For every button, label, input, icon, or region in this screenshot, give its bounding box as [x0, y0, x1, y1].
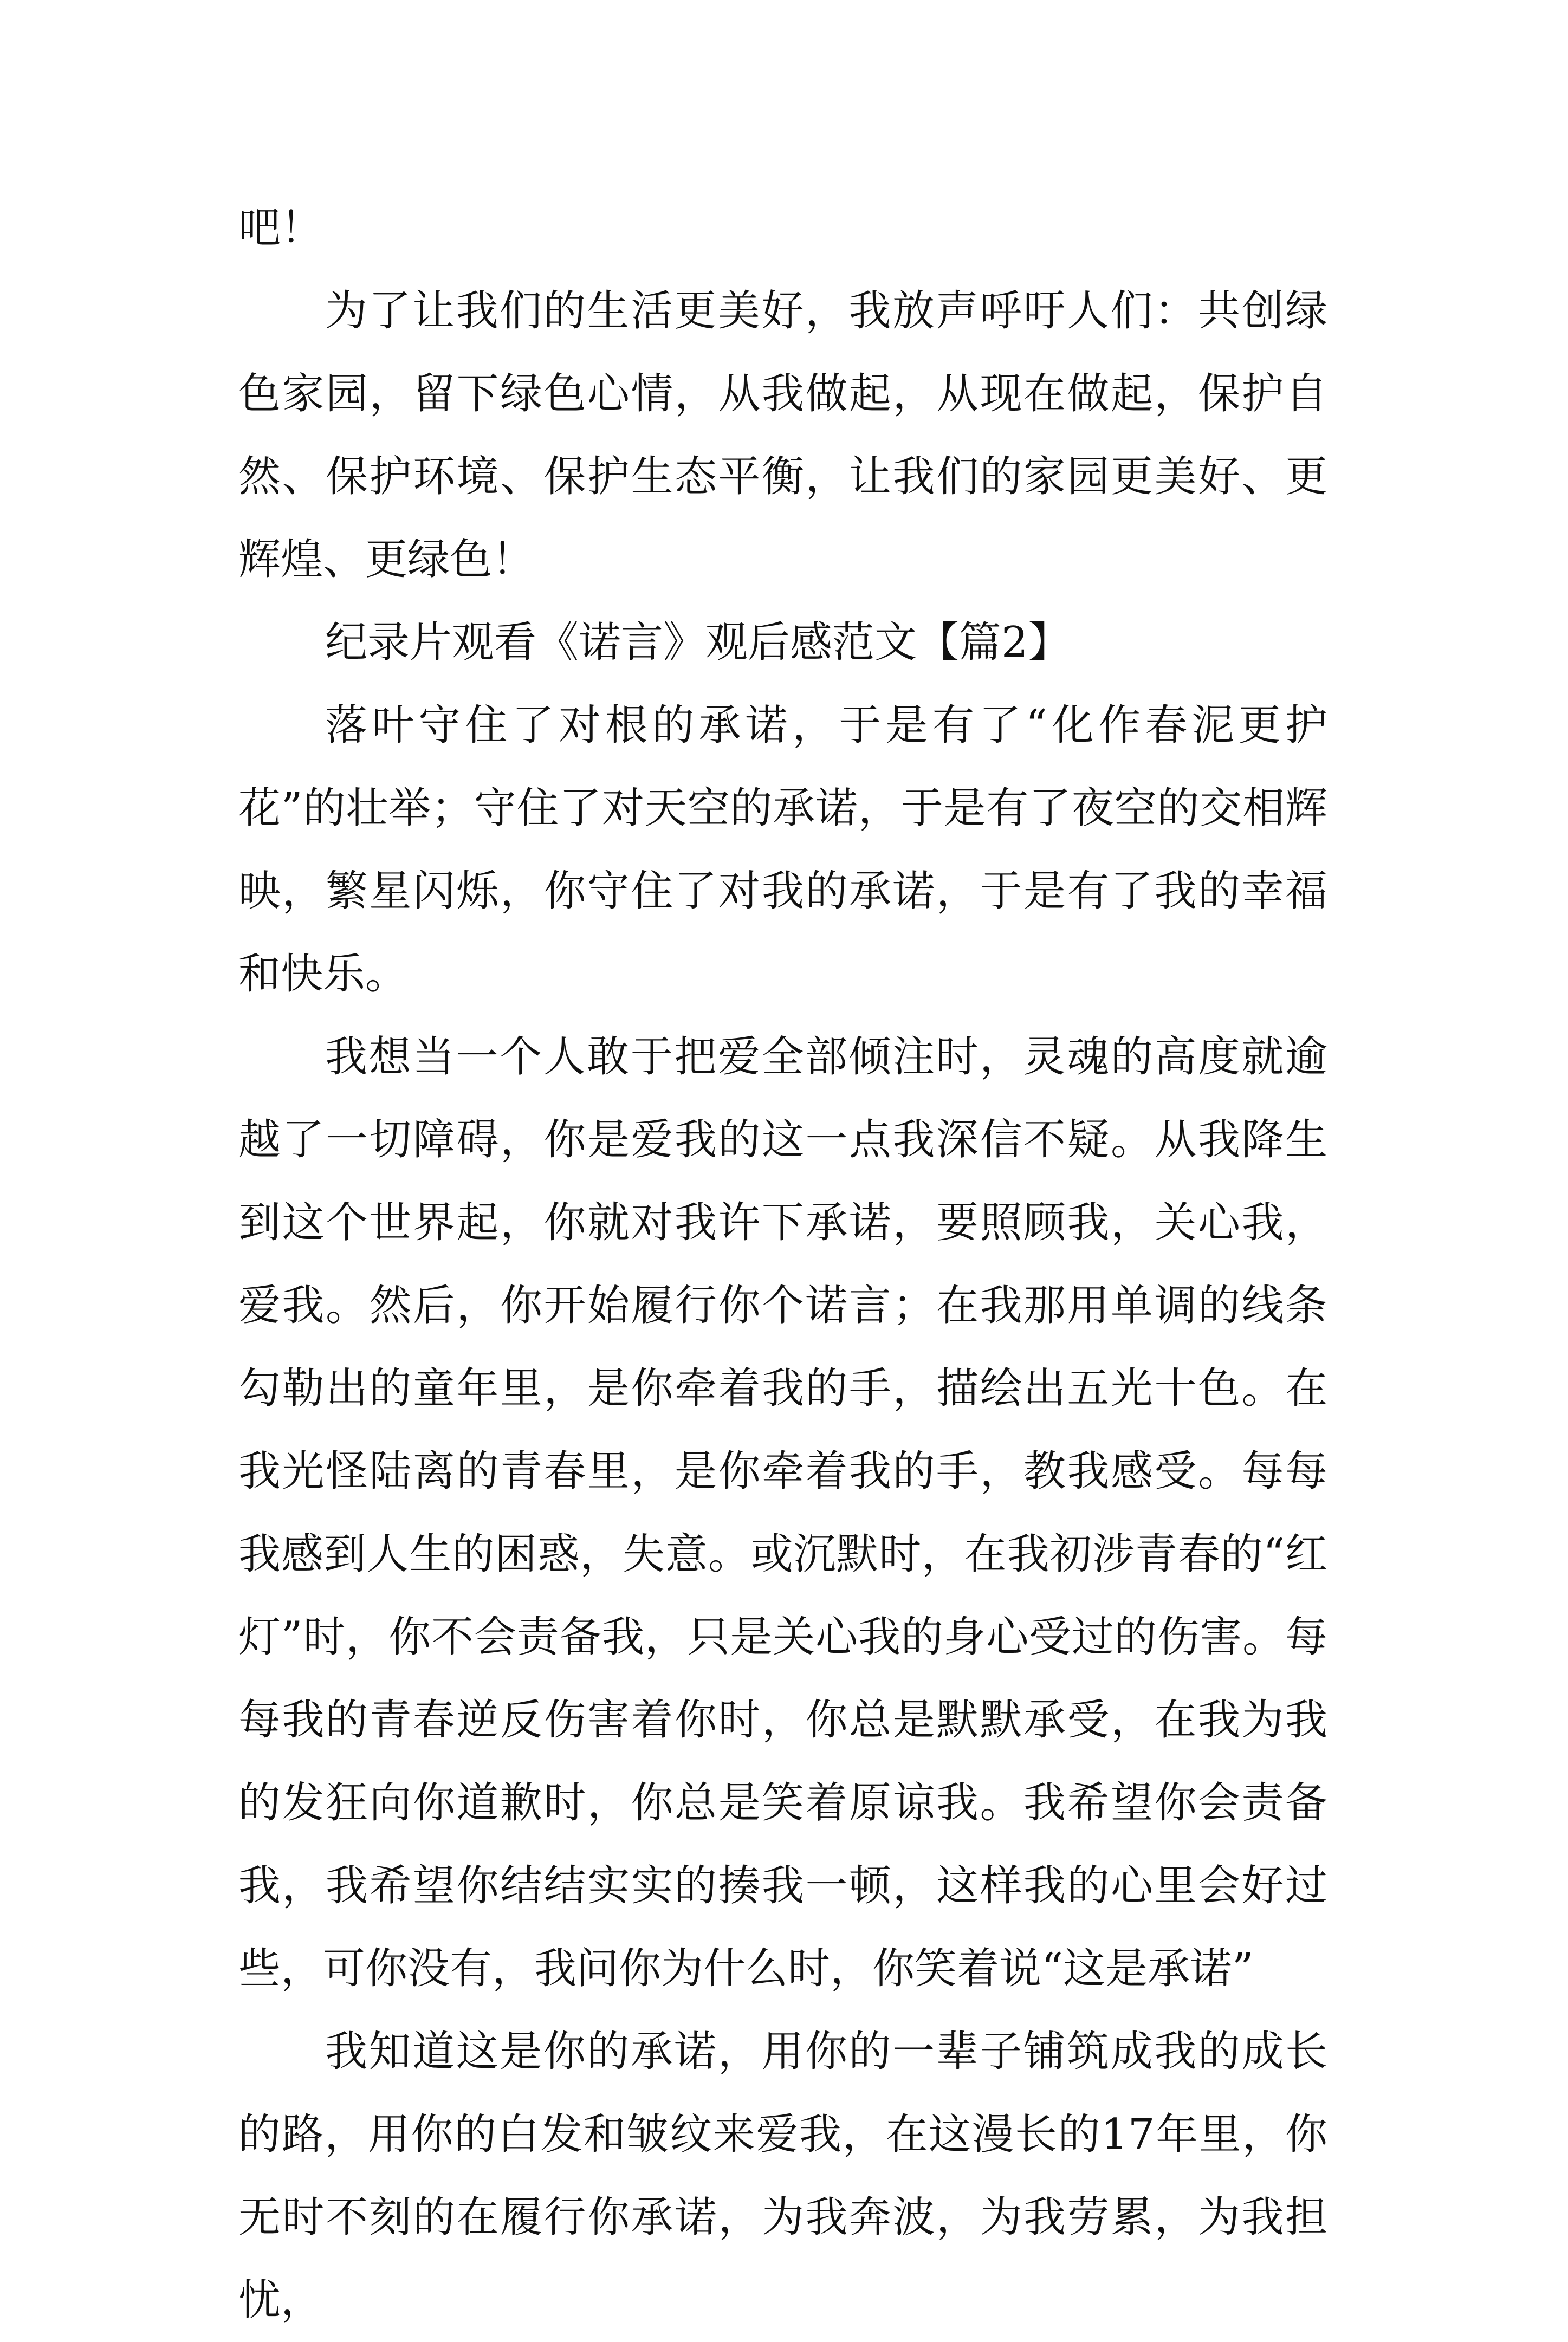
- paragraph-appeal: 为了让我们的生活更美好，我放声呼吁人们：共创绿色家园，留下绿色心情，从我做起，从现在做起，保护自然、保护环境、保护生态平衡，让我们的家园更美好、更辉煌、更绿色！: [238, 287, 1327, 584]
- document-body: [238, 187, 1327, 2342]
- paragraph-continuation: 吧！: [238, 204, 323, 252]
- paragraph-promise-story: 我想当一个人敢于把爱全部倾注时，灵魂的高度就逾越了一切障碍，你是爱我的这一点我深信不疑。从我降生到这个世界起，你就对我许下承诺，要照顾我，关心我，爱我。然后，你开始履行你个诺言；在我那用单调的线条勾勒出的童年里，是你牵着我的手，描绘出五光十色。在我光怪陆离的青春里，是你牵着我的手，教我感受。每每我感到人生的困惑，失意。或沉默时，在我初涉青春的“红灯”时，你不会责备我，只是关心我的身心受过的伤害。每每我的青春逆反伤害着你时，你总是默默承受，在我为我的发狂向你道歉时，你总是笑着原谅我。我希望你会责备我，我希望你结结实实的揍我一顿，这样我的心里会好过些，可你没有，我问你为什么时，你笑着说“这是承诺”: [238, 1033, 1327, 1993]
- paragraph-fallen-leaves: 落叶守住了对根的承诺，于是有了“化作春泥更护花”的壮举；守住了对天空的承诺，于是有了夜空的交相辉映，繁星闪烁，你守住了对我的承诺，于是有了我的幸福和快乐。: [238, 701, 1327, 998]
- paragraph-lifelong-promise: 我知道这是你的承诺，用你的一辈子铺筑成我的成长的路，用你的白发和皱纹来爱我，在这漫长的17年里，你无时不刻的在履行你承诺，为我奔波，为我劳累，为我担忧，: [238, 2027, 1327, 2325]
- section-heading: 纪录片观看《诺言》观后感范文【篇2】: [325, 618, 1071, 667]
